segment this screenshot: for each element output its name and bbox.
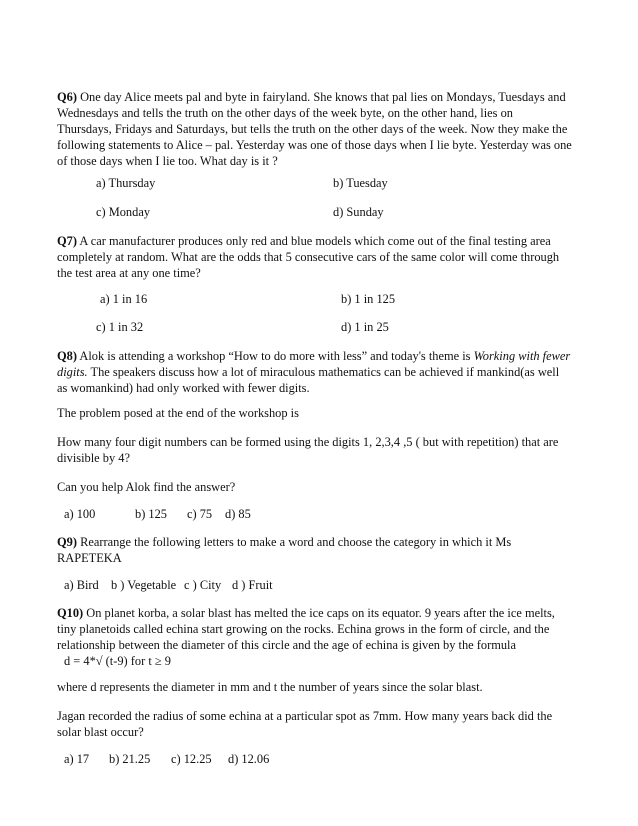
- option-c: c) 75: [187, 507, 213, 521]
- question-text: Thursdays, Fridays and Saturdays, but tells the truth on the other days of the week. Now they make the: [57, 122, 568, 136]
- paragraph: where d represents the diameter in mm and t the number of years since the solar blast.: [57, 680, 483, 694]
- question-text: relationship between the diameter of this circle and the age of echina is given by the formula: [57, 638, 516, 652]
- paragraph: [57, 434, 579, 466]
- question-text: One day Alice meets pal and byte in fairyland. She knows that pal lies on Mondays, Tuesdays and: [80, 90, 566, 104]
- question-text: The speakers discuss how a lot of miraculous mathematics can be achieved if mankind(as well: [90, 365, 560, 379]
- option-d: d ) Fruit: [232, 578, 273, 592]
- italic-theme: digits.: [57, 365, 88, 379]
- question-text: the test area at any one time?: [57, 266, 201, 280]
- paragraph: [57, 708, 579, 740]
- option-b: b) 1 in 125: [341, 292, 396, 306]
- question-text: Jagan recorded the radius of some echina at a particular spot as 7mm. How many years back did the: [57, 709, 553, 723]
- paragraph: Can you help Alok find the answer?: [57, 480, 236, 494]
- option-d: d) 12.06: [228, 752, 270, 766]
- question-number: Q9): [57, 535, 77, 549]
- option-b: b ) Vegetable: [111, 578, 177, 592]
- option-b: b) 21.25: [109, 752, 151, 766]
- question-text: Alok is attending a workshop “How to do more with less” and today's theme is: [79, 349, 471, 363]
- question-9: [57, 534, 579, 566]
- option-a: a) 100: [64, 507, 96, 521]
- question-number: Q6): [57, 90, 77, 104]
- question-text: Rearrange the following letters to make a word and choose the category in which it Ms: [80, 535, 512, 549]
- option-a: a) Thursday: [96, 176, 156, 190]
- question-10: [57, 605, 579, 653]
- paragraph: The problem posed at the end of the workshop is: [57, 406, 299, 420]
- option-c: c) Monday: [96, 205, 151, 219]
- option-d: d) 85: [225, 507, 251, 521]
- question-text: A car manufacturer produces only red and blue models which come out of the final testing area: [79, 234, 551, 248]
- question-number: Q8): [57, 349, 77, 363]
- question-number: Q7): [57, 234, 77, 248]
- option-b: b) 125: [135, 507, 168, 521]
- option-a: a) 17: [64, 752, 90, 766]
- question-text: tiny planetoids called echina start growing on the rocks. Echina grows in the form of circle, and the: [57, 622, 550, 636]
- option-a: a) Bird: [64, 578, 99, 592]
- formula: d = 4*√ (t-9) for t ≥ 9: [64, 654, 171, 668]
- question-number: Q10): [57, 606, 84, 620]
- question-text: On planet korba, a solar blast has melted the ice caps on its equator. 9 years after the ice melts,: [86, 606, 555, 620]
- option-d: d) Sunday: [333, 205, 384, 219]
- question-text: solar blast occur?: [57, 725, 144, 739]
- option-d: d) 1 in 25: [341, 320, 389, 334]
- question-8: [57, 348, 579, 396]
- question-text: divisible by 4?: [57, 451, 130, 465]
- question-text: as womankind) had only worked with fewer digits.: [57, 381, 310, 395]
- question-text: Wednesdays and tells the truth on the other days of the week byte, on the other hand, lies on: [57, 106, 513, 120]
- question-text: following statements to Alice – pal. Yesterday was one of those days when I lie byte. Yesterday was one: [57, 138, 572, 152]
- option-c: c) 1 in 32: [96, 320, 144, 334]
- question-6: [57, 89, 579, 169]
- question-text: RAPETEKA: [57, 551, 122, 565]
- italic-theme: Working with fewer: [473, 349, 571, 363]
- option-c: c) 12.25: [171, 752, 212, 766]
- option-c: c ) City: [184, 578, 222, 592]
- question-text: of those days when I lie too. What day is it ?: [57, 154, 278, 168]
- question-text: completely at random. What are the odds that 5 consecutive cars of the same color will come through: [57, 250, 560, 264]
- question-text: How many four digit numbers can be formed using the digits 1, 2,3,4 ,5 ( but with repetition) that are: [57, 435, 559, 449]
- option-a: a) 1 in 16: [100, 292, 148, 306]
- option-b: b) Tuesday: [333, 176, 388, 190]
- question-7: [57, 233, 579, 281]
